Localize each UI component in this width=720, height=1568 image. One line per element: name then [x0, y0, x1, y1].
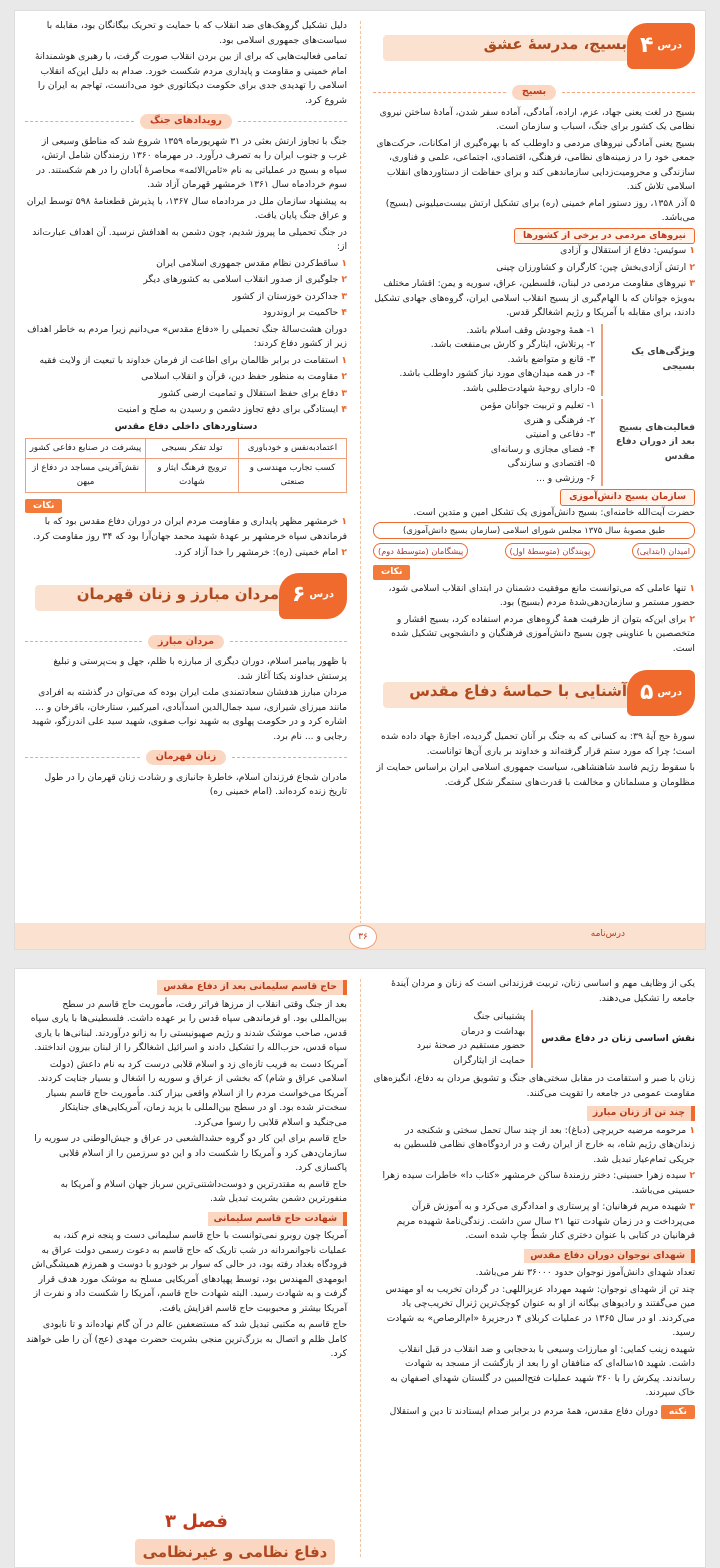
list-item: ۱- تعلیم و تربیت جوانان مؤمن [480, 400, 595, 411]
list-item: ۲ جلوگیری از صدور انقلاب اسلامی به کشورهای دیگر [143, 274, 347, 285]
page-two [14, 968, 706, 1568]
paragraph: یکی از وظایف مهم و اساسی زنان، تربیت فرزندانی است که زنان و مردان آیندهٔ جامعه را تشکیل می‌دهند. [391, 978, 695, 1004]
paragraph: ۵ آذر ۱۳۵۸، روز دستور امام خمینی (ره) برای تشکیل ارتش بیست‌میلیونی (بسیج) می‌باشد. [385, 197, 695, 223]
list-item: ۴- در همه میدان‌های مورد نیاز کشور داوطلب باشد. [399, 368, 595, 379]
note-item: ۲ امام خمینی (ره): خرمشهر را خدا آزاد کرد. [174, 547, 347, 558]
paragraph: دلیل تشکیل گروهک‌های ضد انقلاب که با حمایت و تحریک بیگانگان بود، مقابله با سیاست‌های جمهوری اسلامی بود. [46, 20, 347, 46]
page-number: ۳۶ [349, 925, 377, 949]
list-item: ۳ جداکردن خوزستان از کشور [232, 290, 347, 302]
column-divider [360, 21, 361, 939]
list-item: پشتیبانی جنگ [473, 1011, 526, 1022]
footer-label: درس‌نامه [590, 929, 625, 939]
paragraph: مادران شجاع فرزندان اسلام، خاطرهٔ جانبازی و رشادت زنان قهرمان را در طول تاریخ زنده کرده‌اند. (امام خمینی ره) [44, 771, 347, 797]
list-item: ۴- فضای مجازی و رسانه‌ای [490, 443, 595, 455]
list-item: ۳- قانع و متواضع باشد. [507, 353, 595, 365]
notes-label: نکات [25, 499, 62, 514]
right-column [363, 969, 705, 1567]
paragraph: شهیده زینب کمایی: او مبارزات وسیعی با بدحجابی و ضد انقلاب در قبل انقلاب داشت. شهید ۱۵ساله‌ای که منافقان او را بعد از بازگشت از مسجد به شهادت رساندند. پیکرش را با ۳۶۰ شهید عملیات فتح‌المبین در گلستان شهدای اصفهان به خاک سپردند. [390, 1343, 695, 1398]
paragraph: حاج قاسم به مقتدرترین و دوست‌داشتنی‌ترین سرباز جهان اسلام و آمریکا به منفورترین دشمن بشریت تبدیل شد. [60, 1178, 347, 1204]
note-item: ۱ خرمشهر مظهر پایداری و مقاومت مردم ایران در دوران دفاع مقدس بود که با فرماندهی سپاه خرمشهر بر عهدهٔ شهید محمد جهان‌آرا بود که ۳۴ روز مقاومت کرد. [33, 516, 347, 542]
list-item: ۴ ایستادگی برای دفع تجاوز دشمن و رسیدن به صلح و امنیت [117, 404, 347, 415]
lesson-4-header [363, 19, 705, 77]
section-title: بسیج [512, 85, 556, 100]
paragraph: در جنگ تحمیلی ما پیروز شدیم، چون دشمن به اهدافش نرسید. آن اهداف عبارت‌اند از: [32, 226, 347, 252]
section-title: مردان مبارز [148, 635, 224, 650]
list-item: ۳ دفاع برای حفظ استقلال و تمامیت ارضی کشور [158, 387, 347, 399]
table-row: اعتمادبه‌نفس و خودباوری تولد تفکر بسیجی پیشرفت در صنایع دفاعی کشور [26, 439, 347, 459]
list-item: ۱ ساقط‌کردن نظام مقدس جمهوری اسلامی ایران [156, 257, 347, 269]
basij-activities: فعالیت‌های بسیج بعد از دوران دفاع مقدس ۱- تعلیم و تربیت جوانان مؤمن ۲- فرهنگی و هنری ۳- دفاعی و امنیتی ۴- فضای مجازی و رسانه‌ای ۵- اقتصادی و سازندگی ۶- ورزشی و ... [373, 399, 695, 486]
paragraph: بسیج در لغت یعنی جهاد، عزم، اراده، آمادگی، آماده سفر شدن، آمادهٔ ساختن نیروی نظامی یک کشور برای جنگ، اسباب و سازمان است. [379, 106, 695, 132]
page-one [14, 10, 706, 950]
paragraph: به پیشنهاد سازمان ملل در مردادماه سال ۱۳۶۷، با پذیرش قطعنامهٔ ۵۹۸ توسط ایران و عراق جنگ پایان یافت. [26, 195, 347, 221]
flow-node: پیشگامان (متوسطهٔ دوم) [373, 543, 468, 560]
tip: نکته دوران دفاع مقدس، همهٔ مردم در برابر صدام ایستادند تا دین و استقلال [373, 1403, 695, 1422]
paragraph: سورهٔ حج آیهٔ ۳۹: به کسانی که به جنگ بر آنان تحمیل گردیده، اجازهٔ جهاد داده شده است؛ چرا که مورد ستم قرار گرفته‌اند و خداوند بر یاری آن‌ها تواناست. [380, 731, 695, 757]
flow-node: امیدان (ابتدایی) [632, 543, 695, 560]
list-item: ۱ استقامت در برابر ظالمان برای اطاعت از فرمان خداوند با تبعیت از ولایت فقیه [39, 354, 347, 366]
paragraph: با سقوط رژیم فاسد شاهنشاهی، سیاست جمهوری اسلامی ایران براساس حمایت از مظلومان و مسلمانان و مخالفت با قدرت‌های ستمگر شکل گرفت. [376, 762, 695, 788]
list-item: ۳ نیروهای مقاومت مردمی در لبنان، فلسطین، عراق، سوریه و یمن: اقشار مختلف به‌ویژه جوانان که با الهام‌گیری از بسیج انقلاب اسلامی ایران، گروه‌های جهادی تشکیل دادند، برای مقابله با آمریکا و رژیم اشغالگر قدس. [374, 278, 695, 318]
list-item: ۴ حاکمیت بر اروندرود [262, 307, 347, 318]
lesson-6-header [15, 569, 357, 627]
list-item: ۳ شهیده مریم فرهانیان: او پرستاری و امدادگری می‌کرد و به آموزش قرآن می‌پرداخت و در زمان شهادت تنها ۲۱ سال سن داشت. زندگی‌نامهٔ شهیده مریم فرهانیان در کتابی با عنوان دختری کنار شطّ چاپ شده است. [396, 1201, 695, 1241]
list-item: ۲- پرتلاش، ایثارگر و کارش بی‌منفعت باشد. [430, 339, 595, 350]
paragraph: بسیج یعنی آمادگی نیروهای مردمی و داوطلب که با بهره‌گیری از امکانات، حرکت‌های جمعی خود را در زمینه‌های نظامی، فرهنگی، اقتصادی، اجتماعی، علمی و فناوری، سازندگی و محرومیت‌زدایی سازماندهی کند و برای حفاظت از دستاوردهای انقلاب اسلامی تلاش کند. [376, 137, 695, 192]
lesson-badge: درس ۴ [627, 23, 695, 69]
paragraph: مردان مبارز هدفشان سعادتمندی ملت ایران بوده که می‌توان در گذشته به افرادی مانند میرزای شیرازی، سید جمال‌الدین اسدآبادی، امیرکبیر، ستارخان، باقرخان و ... اشاره کرد و در حکومت پهلوی به شهید نواب صفوی، شهید سید علی اندرزگو، شهید رجایی و ... نام برد. [31, 687, 347, 742]
section-title: نیروهای مردمی در برخی از کشورها [514, 228, 695, 245]
chapter-label: فصل ۳ [165, 1511, 228, 1532]
section-title: رویدادهای جنگ [140, 114, 232, 129]
note-item: ۲ برای این‌که بتوان از ظرفیت همهٔ گروه‌های مردم استفاده کرد، بسیج اقشار و متخصصین با عناوینی چون بسیج دانش‌آموزی فرهنگیان و دانشجویی تشکیل شده است. [391, 613, 695, 654]
paragraph: حضرت آیت‌الله خامنه‌ای: بسیج دانش‌آموزی یک تشکل امین و متدین است. [413, 506, 695, 518]
paragraph: دوران هشت‌سالهٔ جنگ تحمیلی را «دفاع مقدس» می‌دانیم زیرا مردم به خاطر اهداف زیر از کشور دفاع کردند: [27, 323, 347, 349]
table-caption: دستاوردهای داخلی دفاع مقدس [114, 420, 258, 432]
note-item: ۱ تنها عاملی که می‌توانست مانع موفقیت دشمنان در ابتدای انقلاب اسلامی شود، حضور مستمر و سازمان‌دهی‌شدهٔ مردم (بسیج) بود. [388, 582, 695, 608]
section-title: حاج قاسم سلیمانی بعد از دفاع مقدس [157, 980, 347, 995]
list-item: ۲ مقاومت به منظور حفظ دین، قرآن و انقلاب اسلامی [141, 371, 347, 382]
page-footer [15, 923, 705, 949]
list-item: ۵- دارای روحیهٔ شهادت‌طلبی باشد. [462, 382, 595, 394]
chapter-title: دفاع نظامی و غیرنظامی [135, 1539, 335, 1565]
left-column [15, 11, 357, 949]
basiji-characteristics: ویژگی‌های یک بسیجی ۱- همهٔ وجودش وقف اسلام باشد. ۲- پرتلاش، ایثارگر و کارش بی‌منفعت باشد. ۳- قانع و متواضع باشد. ۴- در همه میدان‌های مورد نیاز کشور داوطلب باشد. ۵- دارای روحیهٔ شهادت‌طلبی باشد. [373, 324, 695, 397]
paragraph: تعداد شهدای دانش‌آموز نوجوان حدود ۳۶۰۰۰ نفر می‌باشد. [475, 1267, 695, 1278]
lesson-title: آشنایی با حماسهٔ دفاع مقدس [409, 682, 627, 700]
column-divider [360, 979, 361, 1557]
list-item: ۱- همهٔ وجودش وقف اسلام باشد. [466, 324, 595, 336]
list-item: ۲- فرهنگی و هنری [523, 414, 595, 426]
list-item: ۱ سوئیس: دفاع از استقلال و آزادی [560, 245, 695, 256]
list-item: ۲ سیده زهرا حسینی: دختر رزمندهٔ ساکن خرمشهر «کتاب دا» خاطرات سیده زهرا حسینی می‌باشد. [382, 1170, 695, 1196]
list-item: ۱ مرحومه مرضیه حریرچی (دباغ): بعد از چند سال تحمل سختی و شکنجه در زندان‌های رژیم شاه، به خارج از ایران رفت و در اردوگاه‌های نظامی فلسطین به جریکی تمام‌عیار تبدیل شد. [393, 1124, 695, 1165]
list-item: ۵- اقتصادی و سازندگی [507, 458, 595, 469]
section-title: شهادت حاج قاسم سلیمانی [208, 1212, 347, 1227]
list-item: حمایت از ایثارگران [453, 1054, 526, 1066]
paragraph: بعد از جنگ وقتی انقلاب از مرزها فراتر رفت، مأموریت حاج قاسم در سطح بین‌المللی بود. او فرماندهی سپاه قدس را بر عهده داشت. فلسطینی‌ها با یاری سپاه قدس، صاحب موشک شدند و رژیم صهیونیستی را به زانو درآوردند. لبنانی‌ها با یاری سپاه قدس، حزب‌الله را تشکیل دادند و اسرائیل اشغالگر را از لبنان بیرون انداختند. [30, 998, 347, 1053]
section-title: شهدای نوجوان دوران دفاع مقدس [524, 1249, 695, 1264]
notes-label: نکات [373, 565, 410, 580]
chapter-header [135, 1511, 335, 1567]
flow-node: پویندگان (متوسطهٔ اول) [505, 543, 596, 560]
lesson-badge: درس ۶ [279, 573, 347, 619]
paragraph: آمریکا دست به فریب تازه‌ای زد و اسلام قلابی درست کرد به نام داعش (دولت اسلامی عراق و شام) که بخشی از عراق و سوریه را اشغال و بسیار جنایت کردند. آمریکا می‌خواست مردم را از اسلام واقعی بیزار کند. مأموریت حاج قاسم بسیار سخت‌تر شده بود. او در سطح بین‌المللی با یزید زمان، آمریکایی‌های جنایتکار می‌جنگید و اسلام قلابی را رسوا می‌کرد. [37, 1058, 347, 1128]
list-item: ۳- دفاعی و امنیتی [525, 429, 595, 440]
paragraph: جنگ با تجاوز ارتش بعثی در ۳۱ شهریورماه ۱۳۵۹ شروع شد که مناطق وسیعی از غرب و جنوب ایران را به تصرف درآورد. در مهرماه ۱۳۶۰ رزمندگان شامل ارتش، سپاه و بسیج در عملیاتی به نام «ثامن‌الائمه» محاصرهٔ آبادان را در هم شکستند. در سوم خردادماه سال ۱۳۶۱ خرمشهر قهرمان آزاد شد. [36, 135, 347, 190]
paragraph: آمریکا چون روبرو نمی‌توانست با حاج قاسم سلیمانی دست و پنجه نرم کند، به عملیات ناجوانمردانه در شب تاریک که حاج قاسم به دعوت رسمی دولت عراق به فرودگاه بغداد رفته بود، در حالی که سوار بر خودرو با دوست و همرزم همیشگی‌اش ابومهدی المهندس بود، توسط پهپادهای آمریکایی مسلح به موشک مورد هدف قرار گرفت و به شهادت رسید. البته شهادت حاج قاسم، آمریکا را شکست داد و نفرت از آمریکا بیشتر و محبوبیت حاج قاسم افزایش یافت. [31, 1230, 347, 1314]
list-item: حضور مستقیم در صحنهٔ نبرد [416, 1040, 526, 1051]
paragraph: زنان با صبر و استقامت در مقابل سختی‌های جنگ و تشویق مردان به دفاع، انگیزه‌های مقاومت عمومی در جامعه را تقویت می‌کنند. [373, 1073, 695, 1099]
list-item: ۶- ورزشی و ... [536, 472, 595, 484]
achievements-table [25, 438, 347, 493]
lesson-badge: درس ۵ [627, 670, 695, 716]
section-title: زنان قهرمان [146, 750, 227, 765]
table-row: کسب تجارب مهندسی و صنعتی ترویج فرهنگ ایثار و شهادت نقش‌آفرینی مساجد در دفاع از میهن [26, 458, 347, 492]
women-role: نقش اساسی زنان در دفاع مقدس پشتیبانی جنگ بهداشت و درمان حضور مستقیم در صحنهٔ نبرد حمایت از ایثارگران [373, 1010, 695, 1068]
student-org-flow [373, 543, 695, 560]
section-title: چند تن از زنان مبارز [587, 1106, 695, 1121]
section-title: سازمان بسیج دانش‌آموزی [560, 489, 695, 506]
paragraph: با ظهور پیامبر اسلام، دوران دیگری از مبارزه با ظلم، جهل و بت‌پرستی و تبلیغ پرستش خداوند یکتا آغاز شد. [53, 656, 347, 682]
list-item: ۲ ارتش آزادی‌بخش چین: کارگران و کشاورزان چینی [496, 261, 695, 273]
left-column [15, 969, 357, 1567]
right-column [363, 11, 705, 949]
lesson-title: بسیج، مدرسهٔ عشق [483, 35, 627, 53]
paragraph: حاج قاسم به مکتبی تبدیل شد که مستضعفین عالم در آن گام نهاده‌اند و تا نابودی کامل ظلم و اتصال به بزرگ‌ترین منجی بشریت حضرت مهدی (عج) آن را طی خواهند کرد. [26, 1319, 347, 1359]
list-item: بهداشت و درمان [461, 1025, 526, 1037]
info-box: طبق مصوبهٔ سال ۱۳۷۵ مجلس شورای اسلامی (سازمان بسیج دانش‌آموزی) [373, 522, 695, 539]
lesson-5-header [363, 666, 705, 724]
lesson-title: مردان مبارز و زنان قهرمان [76, 584, 279, 603]
paragraph: چند تن از شهدای نوجوان: شهید مهرداد عزیزاللهی: در گردان تخریب به او مهندس مین می‌گفتند و رادیوهای بیگانه از او به عنوان کوچک‌ترین ژنرال تخریب‌چی یاد می‌کردند. او در سال ۱۳۶۵ در عملیات کربلای ۴ درجزیرهٔ «ام‌الرصاص» به شهادت رسید. [385, 1283, 695, 1338]
paragraph: حاج قاسم برای این کار دو گروه حشدالشعبی در عراق و جیش‌الوطنی در سوریه را سازمان‌دهی کرد و آمریکا را شکست داد و این دو سرزمین را از اسلام قلابی پاکسازی کرد. [34, 1133, 347, 1173]
paragraph: تمامی فعالیت‌هایی که برای از بین بردن انقلاب صورت گرفت، با رهبری هوشمندانهٔ امام خمینی و مقاومت و پایداری مردم شکست خورد. صدام به دلیل این‌که انقلاب اسلامی را تهدیدی جدی برای حکومت دیکتاتوری خود می‌دانست، تهاجم به ایران را شروع کرد. [34, 51, 347, 106]
